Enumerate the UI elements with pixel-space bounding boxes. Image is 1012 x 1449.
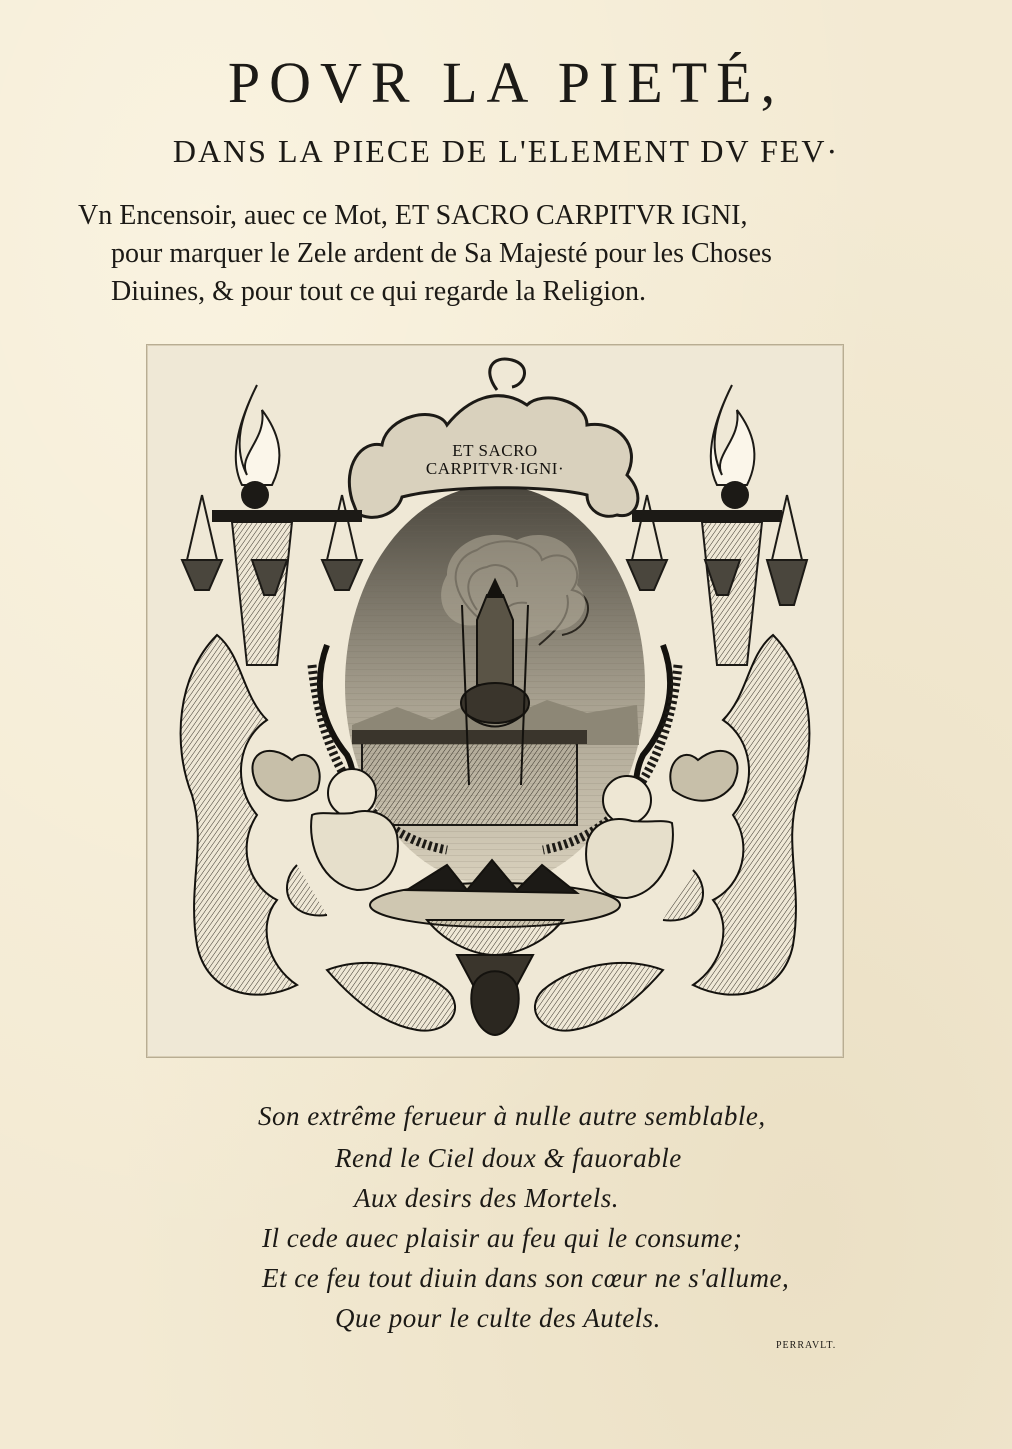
fire-brazier — [370, 860, 620, 985]
engraving-plate — [146, 344, 844, 1058]
description-line-2: pour marquer le Zele ardent de Sa Majesté pour les Choses — [111, 238, 772, 269]
motto-line-2: CARPITVR·IGNI· — [425, 459, 565, 478]
device-description — [78, 197, 958, 311]
page-title: POVR LA PIETÉ, — [227, 50, 785, 115]
poem-verse-4: Il cede auec plaisir au feu qui le consume; — [262, 1223, 743, 1253]
poem-verse-3: Aux desirs des Mortels. — [354, 1183, 619, 1213]
base-foliage — [327, 963, 663, 1035]
description-line-1: Vn Encensoir, auec ce Mot, ET SACRO CARPITVR IGNI, — [78, 200, 748, 231]
poem-verse-6: Que pour le culte des Autels. — [335, 1303, 661, 1333]
poem-verse-5: Et ce feu tout diuin dans son cœur ne s'allume, — [262, 1263, 790, 1293]
signature: PERRAVLT. — [776, 1340, 837, 1351]
motto-line-1: ET SACRO — [452, 441, 538, 460]
poem-verse-2: Rend le Ciel doux & fauorable — [335, 1143, 682, 1173]
description-line-3: Diuines, & pour tout ce qui regarde la Religion. — [111, 276, 646, 307]
page-subtitle: DANS LA PIECE DE L'ELEMENT DV FEV· — [172, 133, 840, 169]
left-torch — [212, 385, 362, 665]
poem-verse-1: Son extrême ferueur à nulle autre semblable, — [258, 1101, 766, 1131]
